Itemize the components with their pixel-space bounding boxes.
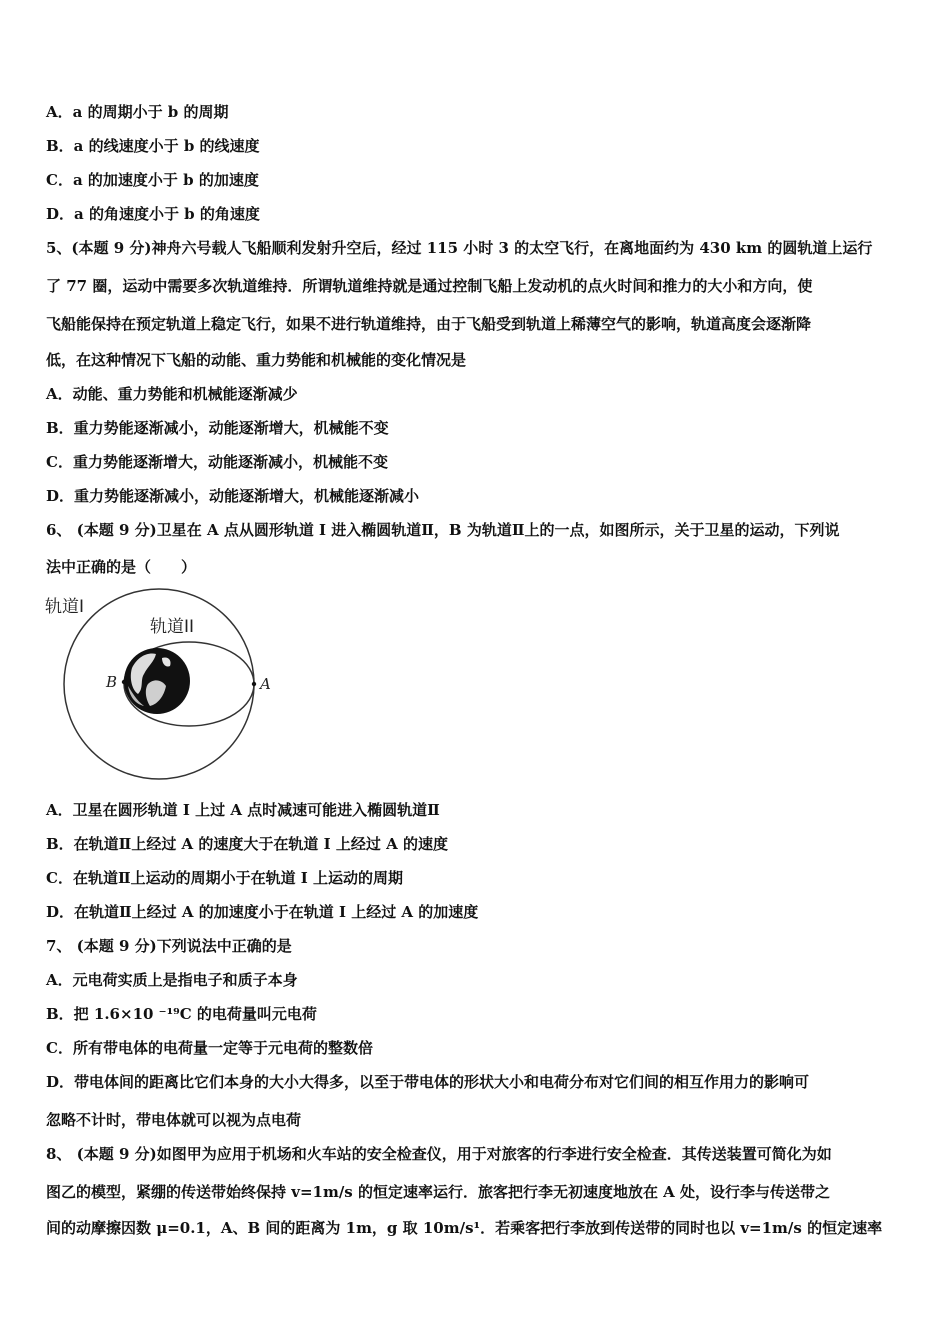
q6-option-b: B．在轨道Ⅱ上经过 A 的速度大于在轨道 I 上经过 A 的速度 bbox=[46, 835, 448, 853]
point-a-dot bbox=[252, 682, 256, 686]
q5-option-a: A．动能、重力势能和机械能逐渐减少 bbox=[46, 385, 298, 403]
q4-option-d: D．a 的角速度小于 b 的角速度 bbox=[46, 205, 260, 223]
q6-option-a: A．卫星在圆形轨道 I 上过 A 点时减速可能进入椭圆轨道Ⅱ bbox=[46, 801, 440, 819]
q8-stem-line: 间的动摩擦因数 μ=0.1，A、B 间的距离为 1m，g 取 10m/s¹．若乘客把行李放到传送带的同时也以 v=1m/s 的恒定速率 bbox=[46, 1219, 883, 1237]
q7-option-a: A．元电荷实质上是指电子和质子本身 bbox=[46, 971, 298, 989]
q4-option-a: A．a 的周期小于 b 的周期 bbox=[46, 103, 229, 121]
q5-stem-line: 飞船能保持在预定轨道上稳定飞行，如果不进行轨道维持，由于飞船受到轨道上稀薄空气的影响，轨道高度会逐渐降 bbox=[46, 315, 812, 333]
q5-option-d: D．重力势能逐渐减小，动能逐渐增大，机械能逐渐减小 bbox=[46, 487, 420, 505]
earth-icon bbox=[124, 648, 190, 714]
q7-stem: 7、 (本题 9 分)下列说法中正确的是 bbox=[46, 937, 292, 955]
point-b-label: B bbox=[106, 673, 118, 691]
orbit-1-label: 轨道I bbox=[45, 597, 85, 617]
q4-option-c: C．a 的加速度小于 b 的加速度 bbox=[46, 171, 259, 189]
q6-option-d: D．在轨道Ⅱ上经过 A 的加速度小于在轨道 I 上经过 A 的加速度 bbox=[46, 903, 479, 921]
q5-stem-line: 了 77 圈，运动中需要多次轨道维持．所谓轨道维持就是通过控制飞船上发动机的点火时间和推力的大小和方向，使 bbox=[46, 277, 813, 295]
point-b-dot bbox=[122, 680, 126, 684]
q5-option-c: C．重力势能逐渐增大，动能逐渐减小，机械能不变 bbox=[46, 453, 388, 471]
q8-stem-line: 图乙的模型，紧绷的传送带始终保持 v=1m/s 的恒定速率运行．旅客把行李无初速度地放在 A 处，设行李与传送带之 bbox=[46, 1183, 831, 1201]
q7-option-d-line: 忽略不计时，带电体就可以视为点电荷 bbox=[46, 1111, 302, 1129]
q7-option-b: B．把 1.6×10 ⁻¹⁹C 的电荷量叫元电荷 bbox=[46, 1005, 317, 1023]
orbit-diagram bbox=[40, 588, 280, 784]
q5-stem-line: 低，在这种情况下飞船的动能、重力势能和机械能的变化情况是 bbox=[46, 351, 467, 369]
point-a-label: A bbox=[260, 675, 271, 693]
q6-stem-line: 法中正确的是（ ） bbox=[46, 558, 197, 576]
q6-option-c: C．在轨道Ⅱ上运动的周期小于在轨道 I 上运动的周期 bbox=[46, 869, 404, 887]
q7-option-c: C．所有带电体的电荷量一定等于元电荷的整数倍 bbox=[46, 1039, 373, 1057]
q8-stem-line: 8、 (本题 9 分)如图甲为应用于机场和火车站的安全检查仪，用于对旅客的行李进行安全检查．其传送装置可简化为如 bbox=[46, 1145, 832, 1163]
q5-stem-line: 5、(本题 9 分)神舟六号载人飞船顺利发射升空后，经过 115 小时 3 的太空飞行，在离地面约为 430 km 的圆轨道上运行 bbox=[46, 239, 873, 257]
q7-option-d-line: D．带电体间的距离比它们本身的大小大得多，以至于带电体的形状大小和电荷分布对它们间的相互作用力的影响可 bbox=[46, 1073, 810, 1091]
q4-option-b: B．a 的线速度小于 b 的线速度 bbox=[46, 137, 260, 155]
q5-option-b: B．重力势能逐渐减小，动能逐渐增大，机械能不变 bbox=[46, 419, 389, 437]
q6-stem-line: 6、 (本题 9 分)卫星在 A 点从圆形轨道 I 进入椭圆轨道Ⅱ，B 为轨道Ⅱ上的一点，如图所示，关于卫星的运动，下列说 bbox=[46, 521, 840, 539]
orbit-2-label: 轨道II bbox=[150, 617, 195, 637]
